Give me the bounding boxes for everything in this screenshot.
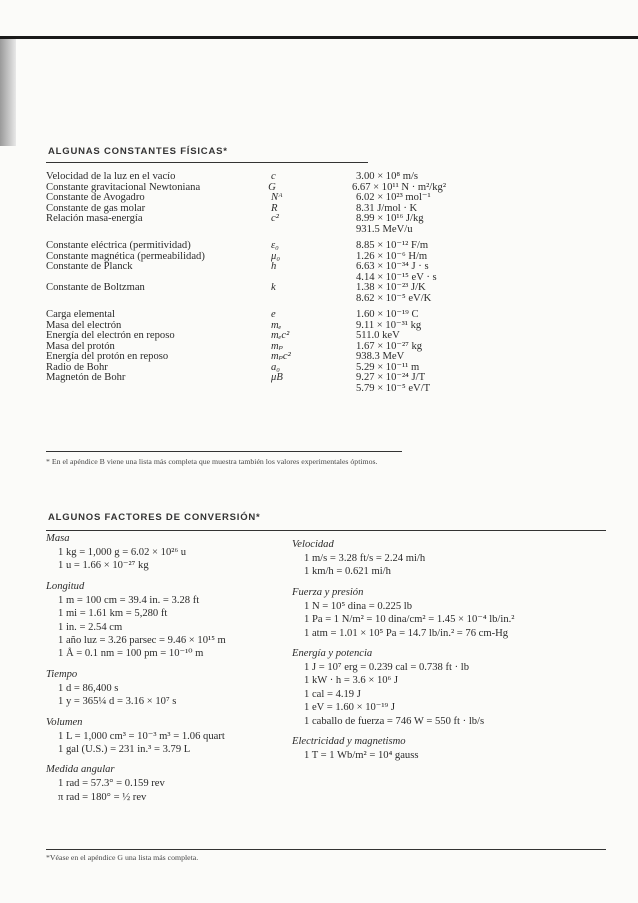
constant-value: 3.00 × 10⁸ m/s: [356, 171, 419, 182]
constant-symbol: a₀: [271, 361, 280, 373]
constant-symbol: [271, 225, 356, 236]
constant-symbol: R: [271, 202, 278, 214]
conversions-bottom-rule: [46, 849, 606, 850]
conversion-item: 1 atm = 1.01 × 10⁵ Pa = 14.7 lb/in.² = 76 cm-Hg: [304, 627, 509, 639]
conversion-item: 1 L = 1,000 cm³ = 10⁻³ m³ = 1.06 quart: [58, 730, 225, 742]
conversion-item: 1 gal (U.S.) = 231 in.³ = 3.79 L: [58, 743, 191, 755]
conversions-right-column: [292, 538, 602, 762]
constant-name: [46, 294, 271, 305]
conversions-footnote: *Véase en el apéndice G una lista más completa.: [46, 853, 199, 862]
constant-symbol: mₑ: [271, 319, 282, 331]
constant-name: Velocidad de la luz en el vacío: [46, 171, 176, 182]
constant-symbol: mₚ: [271, 340, 283, 352]
constant-row: [46, 352, 446, 363]
constant-name: Constante de gas molar: [46, 202, 146, 214]
constant-value: 511.0 keV: [356, 330, 400, 341]
conversion-category: Masa: [46, 533, 70, 544]
conversion-item: 1 Pa = 1 N/m² = 10 dina/cm² = 1.45 × 10⁻⁴ lb/in.²: [304, 614, 515, 626]
constant-value: 931.5 MeV/u: [356, 223, 413, 235]
constant-name: Masa del electrón: [46, 319, 122, 331]
constant-symbol: mₑc²: [271, 330, 290, 341]
conversion-item: 1 caballo de fuerza = 746 W = 550 ft · lb/s: [304, 715, 485, 727]
constant-value: 8.99 × 10¹⁶ J/kg: [356, 213, 424, 224]
constant-name: Radio de Bohr: [46, 361, 108, 373]
constant-symbol: μB: [271, 372, 283, 383]
conversion-item: 1 eV = 1.60 × 10⁻¹⁹ J: [304, 702, 396, 714]
top-border-line: [0, 36, 638, 39]
constant-symbol: e: [271, 309, 276, 320]
conversion-item: 1 d = 86,400 s: [58, 682, 119, 694]
conversion-category: Tiempo: [46, 668, 78, 680]
constant-row: [46, 331, 446, 342]
constant-row: [46, 310, 446, 321]
conversion-item: 1 km/h = 0.621 mi/h: [304, 566, 391, 578]
constants-table: [46, 172, 446, 394]
constant-row: [46, 241, 446, 252]
constant-value: 938.3 MeV: [356, 351, 405, 362]
constants-heading-rule: [46, 162, 368, 163]
constant-row: [46, 294, 446, 305]
constant-name: Masa del protón: [46, 340, 115, 352]
conversion-item: 1 Å = 0.1 nm = 100 pm = 10⁻¹⁰ m: [58, 648, 204, 660]
constant-symbol: ε₀: [271, 240, 279, 251]
constant-symbol: Nᴬ: [271, 192, 283, 203]
page-edge-shadow: [0, 36, 16, 146]
constant-value: 6.67 × 10¹¹ N · m²/kg²: [351, 181, 446, 193]
constant-symbol: h: [271, 261, 277, 272]
constant-value: 6.02 × 10²³ mol⁻¹: [356, 192, 431, 203]
conversion-item: 1 y = 365¼ d = 3.16 × 10⁷ s: [58, 696, 177, 708]
constants-bottom-rule: [46, 451, 402, 452]
conversion-item: 1 u = 1.66 × 10⁻²⁷ kg: [58, 560, 149, 572]
conversion-category: Fuerza y presión: [292, 586, 364, 598]
constant-symbol: c: [271, 171, 276, 182]
conversions-heading: ALGUNOS FACTORES DE CONVERSIÓN*: [48, 512, 261, 523]
constant-symbol: [271, 273, 356, 284]
constant-name: Relación masa-energía: [46, 213, 143, 224]
constant-name: Constante eléctrica (permitividad): [46, 240, 191, 251]
constant-symbol: μ₀: [271, 250, 281, 262]
constant-name: Constante gravitacional Newtoniana: [46, 181, 201, 193]
constant-value: 6.63 × 10⁻³⁴ J · s: [356, 261, 429, 272]
constant-value: 8.31 J/mol · K: [356, 202, 418, 214]
constant-symbol: k: [271, 282, 276, 293]
constant-value: 1.60 × 10⁻¹⁹ C: [356, 309, 419, 320]
constant-name: Energía del electrón en reposo: [46, 330, 175, 341]
constants-heading: ALGUNAS CONSTANTES FÍSICAS*: [48, 146, 228, 157]
constant-value: 1.26 × 10⁻⁶ H/m: [356, 250, 428, 262]
conversion-category: Energía y potencia: [292, 647, 373, 659]
conversions-heading-rule: [46, 530, 606, 531]
conversion-item: 1 m/s = 3.28 ft/s = 2.24 mi/h: [304, 553, 426, 564]
conversion-item: 1 in. = 2.54 cm: [58, 621, 123, 633]
conversions-left-column: [46, 532, 286, 804]
constant-name: Constante de Avogadro: [46, 192, 145, 203]
constant-name: Energía del protón en reposo: [46, 351, 169, 362]
constant-name: Constante de Boltzman: [46, 282, 145, 293]
constant-row: [46, 214, 446, 225]
conversion-item: 1 N = 10⁵ dina = 0.225 lb: [304, 600, 413, 612]
constant-name: [46, 225, 271, 236]
constant-row: [46, 193, 446, 204]
conversion-category: Electricidad y magnetismo: [292, 735, 406, 747]
conversion-item: 1 kg = 1,000 g = 6.02 × 10²⁶ u: [58, 547, 187, 558]
constant-name: Carga elemental: [46, 309, 115, 320]
conversion-category: Volumen: [46, 716, 83, 728]
conversion-item: 1 año luz = 3.26 parsec = 9.46 × 10¹⁵ m: [58, 634, 226, 646]
conversion-item: 1 kW · h = 3.6 × 10⁶ J: [304, 675, 399, 687]
constant-value: 9.11 × 10⁻³¹ kg: [356, 319, 422, 331]
constant-name: Constante magnética (permeabilidad): [46, 250, 205, 262]
conversion-item: 1 mi = 1.61 km = 5,280 ft: [58, 608, 168, 620]
constant-value: 9.27 × 10⁻²⁴ J/T: [356, 372, 426, 383]
constant-value: 8.62 × 10⁻⁵ eV/K: [356, 292, 432, 304]
constant-value: 1.38 × 10⁻²³ J/K: [356, 282, 426, 293]
conversion-category: Medida angular: [46, 764, 115, 776]
constant-row: [46, 225, 446, 236]
constants-footnote: * En el apéndice B viene una lista más completa que muestra también los valores experimentales óptimos.: [46, 457, 378, 466]
constant-row: [46, 384, 446, 395]
constant-name: Constante de Planck: [46, 261, 133, 272]
constant-row: [46, 373, 446, 384]
constant-row: [46, 172, 446, 183]
constant-value: 1.67 × 10⁻²⁷ kg: [356, 340, 423, 352]
constant-symbol: [271, 384, 356, 395]
constant-value: 5.79 × 10⁻⁵ eV/T: [356, 382, 431, 394]
constant-row: [46, 283, 446, 294]
constant-symbol: c²: [271, 213, 279, 224]
constant-symbol: [271, 294, 356, 305]
conversion-item: 1 rad = 57.3° = 0.159 rev: [58, 778, 165, 790]
conversion-item: π rad = 180° = ½ rev: [58, 791, 147, 803]
conversion-item: 1 cal = 4.19 J: [304, 688, 361, 700]
constant-value: 5.29 × 10⁻¹¹ m: [356, 361, 420, 373]
constant-value: 4.14 × 10⁻¹⁵ eV · s: [356, 271, 437, 283]
constant-name: Magnetón de Bohr: [46, 372, 126, 383]
constant-symbol: mₚc²: [271, 351, 291, 362]
conversion-item: 1 J = 10⁷ erg = 0.239 cal = 0.738 ft · lb: [304, 661, 470, 673]
constant-row: [46, 262, 446, 273]
conversion-item: 1 T = 1 Wb/m² = 10⁴ gauss: [304, 749, 419, 761]
conversion-category: Velocidad: [292, 539, 334, 550]
conversion-item: 1 m = 100 cm = 39.4 in. = 3.28 ft: [58, 594, 200, 606]
conversion-category: Longitud: [46, 580, 85, 592]
constant-value: 8.85 × 10⁻¹² F/m: [356, 240, 429, 251]
constant-symbol: G: [268, 181, 276, 193]
constant-name: [46, 384, 271, 395]
